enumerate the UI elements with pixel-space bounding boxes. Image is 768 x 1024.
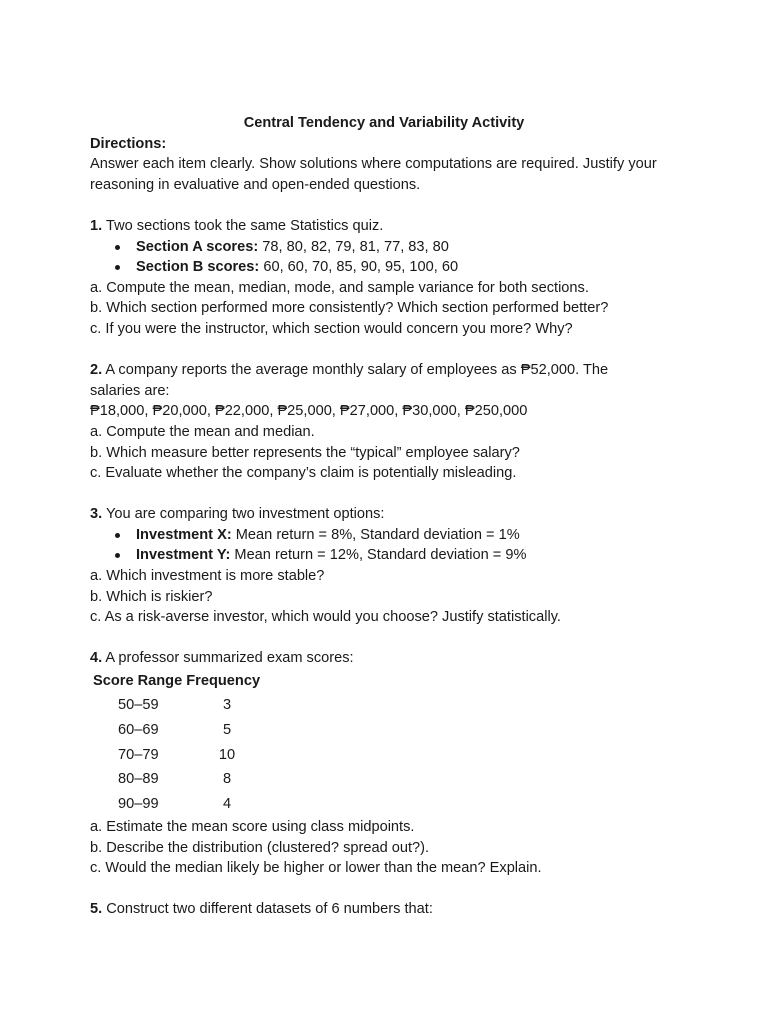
question-4-part-b: b. Describe the distribution (clustered? spread out?). [90, 839, 430, 856]
table-row [90, 693, 690, 718]
question-1-part-c: c. If you were the instructor, which section would concern you more? Why? [90, 320, 573, 337]
document-title: Central Tendency and Variability Activity [243, 115, 525, 131]
frequency-value: 3 [222, 697, 232, 714]
table-row [90, 792, 690, 817]
frequency-value: 10 [218, 746, 236, 763]
question-1-intro: 1. Two sections took the same Statistics quiz. [90, 217, 384, 234]
question-3-bullet-y: Investment Y: Mean return = 12%, Standard deviation = 9% [90, 545, 690, 566]
question-2-part-b: b. Which measure better represents the “typical” employee salary? [90, 444, 520, 461]
directions-line-2: reasoning in evaluative and open-ended questions. [90, 176, 421, 193]
score-range: 80–89 [118, 771, 159, 788]
question-4-part-c: c. Would the median likely be higher or lower than the mean? Explain. [90, 860, 542, 877]
question-2-intro-cont: salaries are: [90, 382, 170, 399]
question-3-part-c: c. As a risk-averse investor, which would you choose? Justify statistically. [90, 609, 561, 626]
score-range: 50–59 [118, 697, 159, 714]
table-row [90, 718, 690, 743]
frequency-value: 5 [222, 721, 232, 738]
score-range: 70–79 [118, 746, 159, 763]
question-2-intro: 2. A company reports the average monthly salary of employees as ₱52,000. The [90, 362, 609, 379]
question-1-part-b: b. Which section performed more consistently? Which section performed better? [90, 300, 609, 317]
score-range: 90–99 [118, 796, 159, 813]
question-2-part-c: c. Evaluate whether the company’s claim is potentially misleading. [90, 465, 517, 482]
question-2-part-a: a. Compute the mean and median. [90, 423, 315, 440]
frequency-value: 8 [222, 771, 232, 788]
question-3-part-b: b. Which is riskier? [90, 588, 213, 605]
frequency-table [90, 693, 690, 817]
question-3-bullet-x: Investment X: Mean return = 8%, Standard deviation = 1% [90, 525, 690, 546]
frequency-table-header: Score Range Frequency [93, 673, 261, 690]
question-1-bullet-b: Section B scores: 60, 60, 70, 85, 90, 95, 100, 60 [90, 257, 690, 278]
directions-line-1: Answer each item clearly. Show solutions where computations are required. Justify your [90, 156, 657, 173]
frequency-value: 4 [222, 796, 232, 813]
document-body [90, 113, 690, 920]
table-row [90, 743, 690, 768]
directions-heading: Directions: [90, 135, 167, 152]
question-4-intro: 4. A professor summarized exam scores: [90, 650, 354, 667]
table-row [90, 767, 690, 792]
question-1-bullet-a: Section A scores: 78, 80, 82, 79, 81, 77, 83, 80 [90, 237, 690, 258]
question-5-intro: 5. Construct two different datasets of 6 numbers that: [90, 901, 433, 918]
question-4-part-a: a. Estimate the mean score using class midpoints. [90, 819, 415, 836]
score-range: 60–69 [118, 721, 159, 738]
question-2-salaries: ₱18,000, ₱20,000, ₱22,000, ₱25,000, ₱27,000, ₱30,000, ₱250,000 [90, 403, 528, 420]
question-1-part-a: a. Compute the mean, median, mode, and sample variance for both sections. [90, 279, 589, 296]
question-3-intro: 3. You are comparing two investment options: [90, 506, 385, 523]
question-3-part-a: a. Which investment is more stable? [90, 568, 325, 585]
